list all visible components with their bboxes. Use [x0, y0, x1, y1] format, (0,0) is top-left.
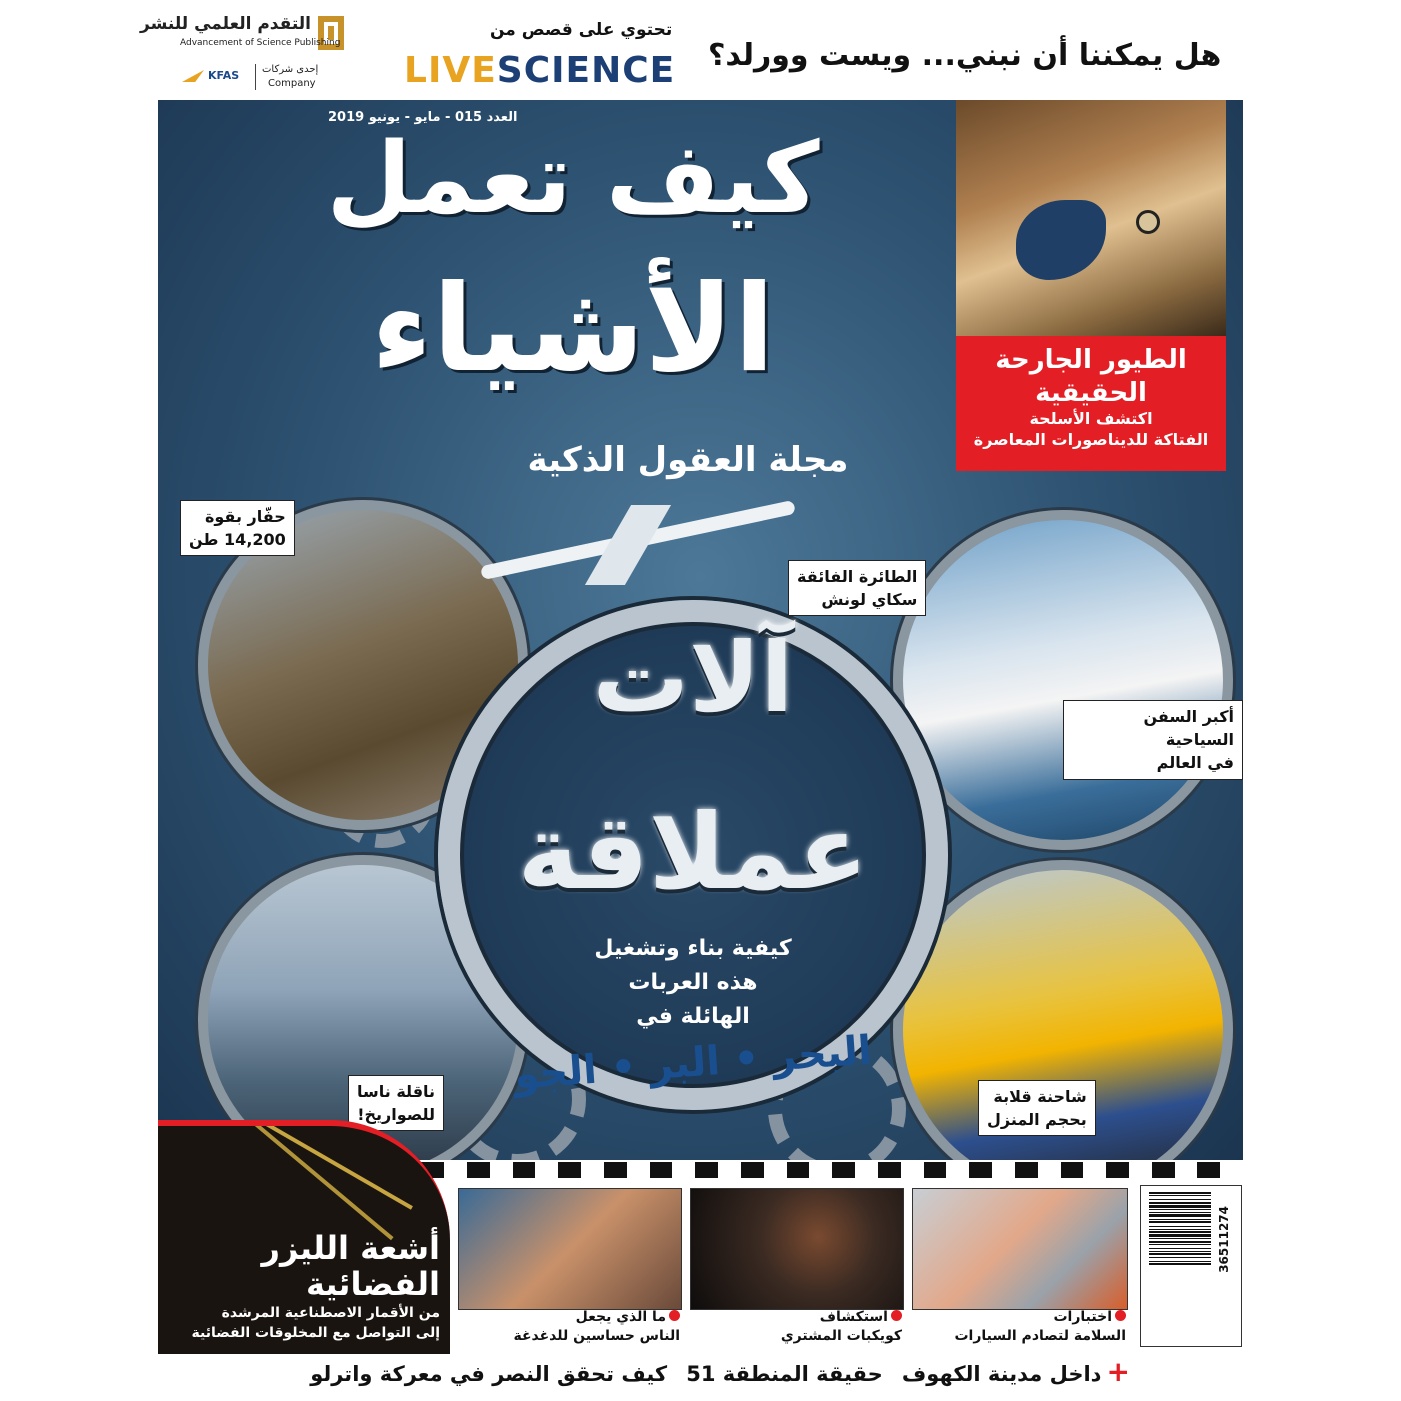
callout-ship — [1063, 700, 1243, 780]
thumb-tickle-line2: الناس حساسين للدغدغة — [513, 1327, 680, 1344]
thumb-crash-photo — [912, 1188, 1128, 1310]
masthead-tagline: مجلة العقول الذكية — [527, 440, 849, 480]
eagle-sub-line1: اكتشف الأسلحة — [1029, 409, 1153, 428]
thumb-asteroids-caption — [690, 1308, 902, 1346]
masthead-line1: كيف تعمل — [326, 122, 820, 236]
eagle-title-line2: الحقيقية — [1035, 377, 1147, 408]
masthead-line2: الأشياء — [371, 260, 775, 399]
barcode — [1140, 1185, 1242, 1347]
kfas-logo-icon — [182, 70, 204, 82]
laser-sub-line1: من الأقمار الاصطناعية المرشدة — [221, 1305, 440, 1321]
plus-icon: + — [1106, 1355, 1130, 1388]
publisher-name-en: Advancement of Science Publishing — [180, 38, 341, 48]
callout-excavator-line2: 14,200 طن — [189, 530, 286, 550]
eagle-teaser-box — [956, 336, 1226, 471]
kfas-divider — [255, 64, 256, 90]
top-question: هل يمكننا أن نبني... ويست وورلد؟ — [708, 38, 1222, 73]
thumb-crash-line2: السلامة لتصادم السيارات — [954, 1327, 1126, 1344]
kfas-note-ar: إحدى شركات — [262, 64, 319, 75]
main-feature-realms: البحر • البر • الجو — [512, 1027, 874, 1099]
thumb-asteroids-line2: كويكبات المشتري — [780, 1327, 902, 1344]
callout-truck-line2: بحجم المنزل — [987, 1110, 1087, 1130]
callout-ship-line1: أكبر السفن السياحية — [1143, 707, 1234, 750]
issue-info: العدد 015 - مايو - يونيو 2019 — [328, 110, 518, 125]
red-bullet-icon — [669, 1310, 680, 1321]
main-feature-sub-line2: هذه العربات — [628, 970, 758, 995]
thumb-tickle-photo — [458, 1188, 682, 1310]
kfas-label: KFAS — [208, 69, 240, 82]
thumb-tickle-line1: ما الذي يجعل — [575, 1309, 666, 1325]
callout-crawler-line2: للصواريخ! — [357, 1105, 436, 1125]
laser-sub-line2: إلى التواصل مع المخلوقات الفضائية — [191, 1325, 440, 1341]
publisher-name-ar: التقدم العلمي للنشر — [140, 14, 311, 34]
livescience-tagline: تحتوي على قصص من — [490, 20, 673, 40]
footer-line — [250, 1355, 1130, 1388]
eagle-title-line1: الطيور الجارحة — [995, 345, 1187, 375]
livescience-science: SCIENCE — [496, 50, 676, 91]
skylaunch-plane-icon — [458, 495, 818, 585]
callout-plane-line1: الطائرة الفائقة — [797, 567, 918, 586]
thumb-tickle-caption — [458, 1308, 680, 1346]
laser-title-line1: أشعة الليزر — [261, 1229, 440, 1267]
barcode-bars-icon — [1149, 1192, 1211, 1338]
callout-excavator-line1: حفّار بقوة — [204, 507, 286, 526]
header — [0, 0, 1401, 100]
eagle-photo — [956, 100, 1226, 336]
footer-part3: كيف تحقق النصر في معركة واترلو — [310, 1362, 668, 1386]
thumb-crash-caption — [912, 1308, 1126, 1346]
callout-truck-line1: شاحنة قلابة — [993, 1087, 1087, 1106]
livescience-live: LIVE — [404, 50, 497, 91]
red-bullet-icon — [1115, 1310, 1126, 1321]
main-feature-line1: آلات — [592, 622, 794, 734]
main-feature-sub-line3: الهائلة في — [636, 1004, 750, 1029]
callout-truck — [978, 1080, 1096, 1136]
callout-ship-line2: في العالم — [1156, 753, 1234, 773]
callout-plane — [788, 560, 926, 616]
thumb-asteroids-photo — [690, 1188, 904, 1310]
red-bullet-icon — [891, 1310, 902, 1321]
footer-part1: داخل مدينة الكهوف — [901, 1362, 1102, 1386]
callout-crawler-line1: ناقلة ناسا — [357, 1082, 436, 1101]
thumb-crash-line1: اختبارات — [1053, 1309, 1112, 1325]
kfas-note-en: Company — [268, 78, 316, 89]
callout-crawler — [348, 1075, 444, 1131]
checker-divider — [330, 1162, 1243, 1178]
callout-excavator — [180, 500, 295, 556]
laser-title-line2: الفضائية — [305, 1265, 440, 1303]
footer-part2: حقيقة المنطقة 51 — [686, 1362, 883, 1386]
callout-plane-line2: سكاي لونش — [821, 590, 918, 610]
thumb-asteroids-line1: استكشاف — [819, 1309, 888, 1325]
main-feature-line2: عملاقة — [517, 791, 869, 913]
livescience-logo — [404, 50, 675, 91]
barcode-number: 36511274 — [1217, 1206, 1231, 1273]
eagle-sub-line2: الفتاكة للديناصورات المعاصرة — [973, 429, 1209, 449]
main-feature-sub-line1: كيفية بناء وتشغيل — [594, 936, 792, 961]
